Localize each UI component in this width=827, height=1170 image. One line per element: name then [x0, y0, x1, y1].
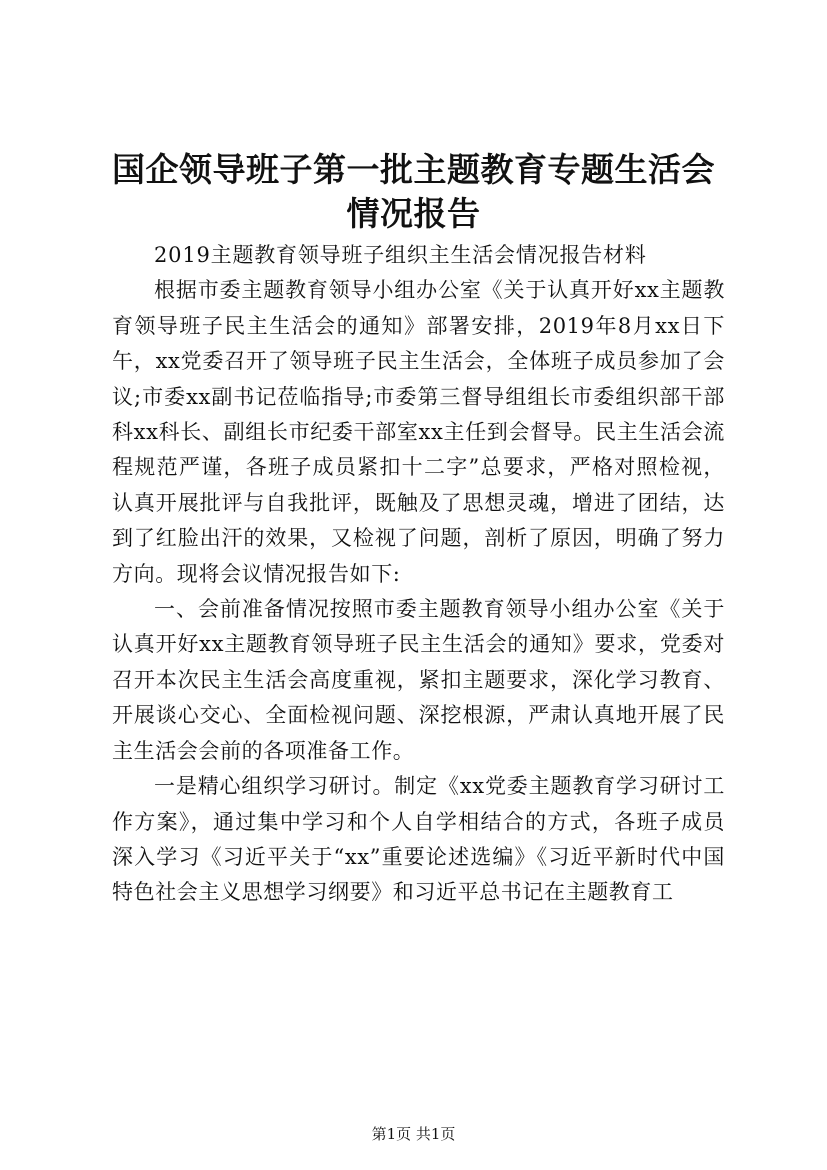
- paragraph-intro: 根据市委主题教育领导小组办公室《关于认真开好xx主题教育领导班子民主生活会的通知》部署安排，2019年8月xx日下午，xx党委召开了领导班子民主生活会，全体班子成员参加了会议;市委xx副书记莅临指导;市委第三督导组组长市委组织部干部科xx科长、副组长市纪委干部室xx主任到会督导。民主生活会流程规范严谨，各班子成员紧扣十二字”总要求，严格对照检视，认真开展批评与自我批评，既触及了思想灵魂，增进了团结，达到了红脸出汗的效果，又检视了问题，剖析了原因，明确了努力方向。现将会议情况报告如下:: [112, 278, 725, 586]
- page-footer: 第1页 共1页: [371, 1125, 456, 1143]
- paragraph-study: 一是精心组织学习研讨。制定《xx党委主题教育学习研讨工作方案》，通过集中学习和个人自学相结合的方式，各班子成员深入学习《习近平关于“xx”重要论述选编》《习近平新时代中国特色社会主义思想学习纲要》和习近平总书记在主题教育工: [112, 774, 725, 905]
- document-subtitle: 2019主题教育领导班子组织主生活会情况报告材料: [154, 243, 647, 267]
- document-title: 国企领导班子第一批主题教育专题生活会情况报告: [112, 150, 715, 233]
- paragraph-section-one: 一、会前准备情况按照市委主题教育领导小组办公室《关于认真开好xx主题教育领导班子民主生活会的通知》要求，党委对召开本次民主生活会高度重视，紧扣主题要求，深化学习教育、开展谈心交心、全面检视问题、深挖根源，严肃认真地开展了民主生活会会前的各项准备工作。: [112, 597, 725, 763]
- document-body: [112, 238, 725, 911]
